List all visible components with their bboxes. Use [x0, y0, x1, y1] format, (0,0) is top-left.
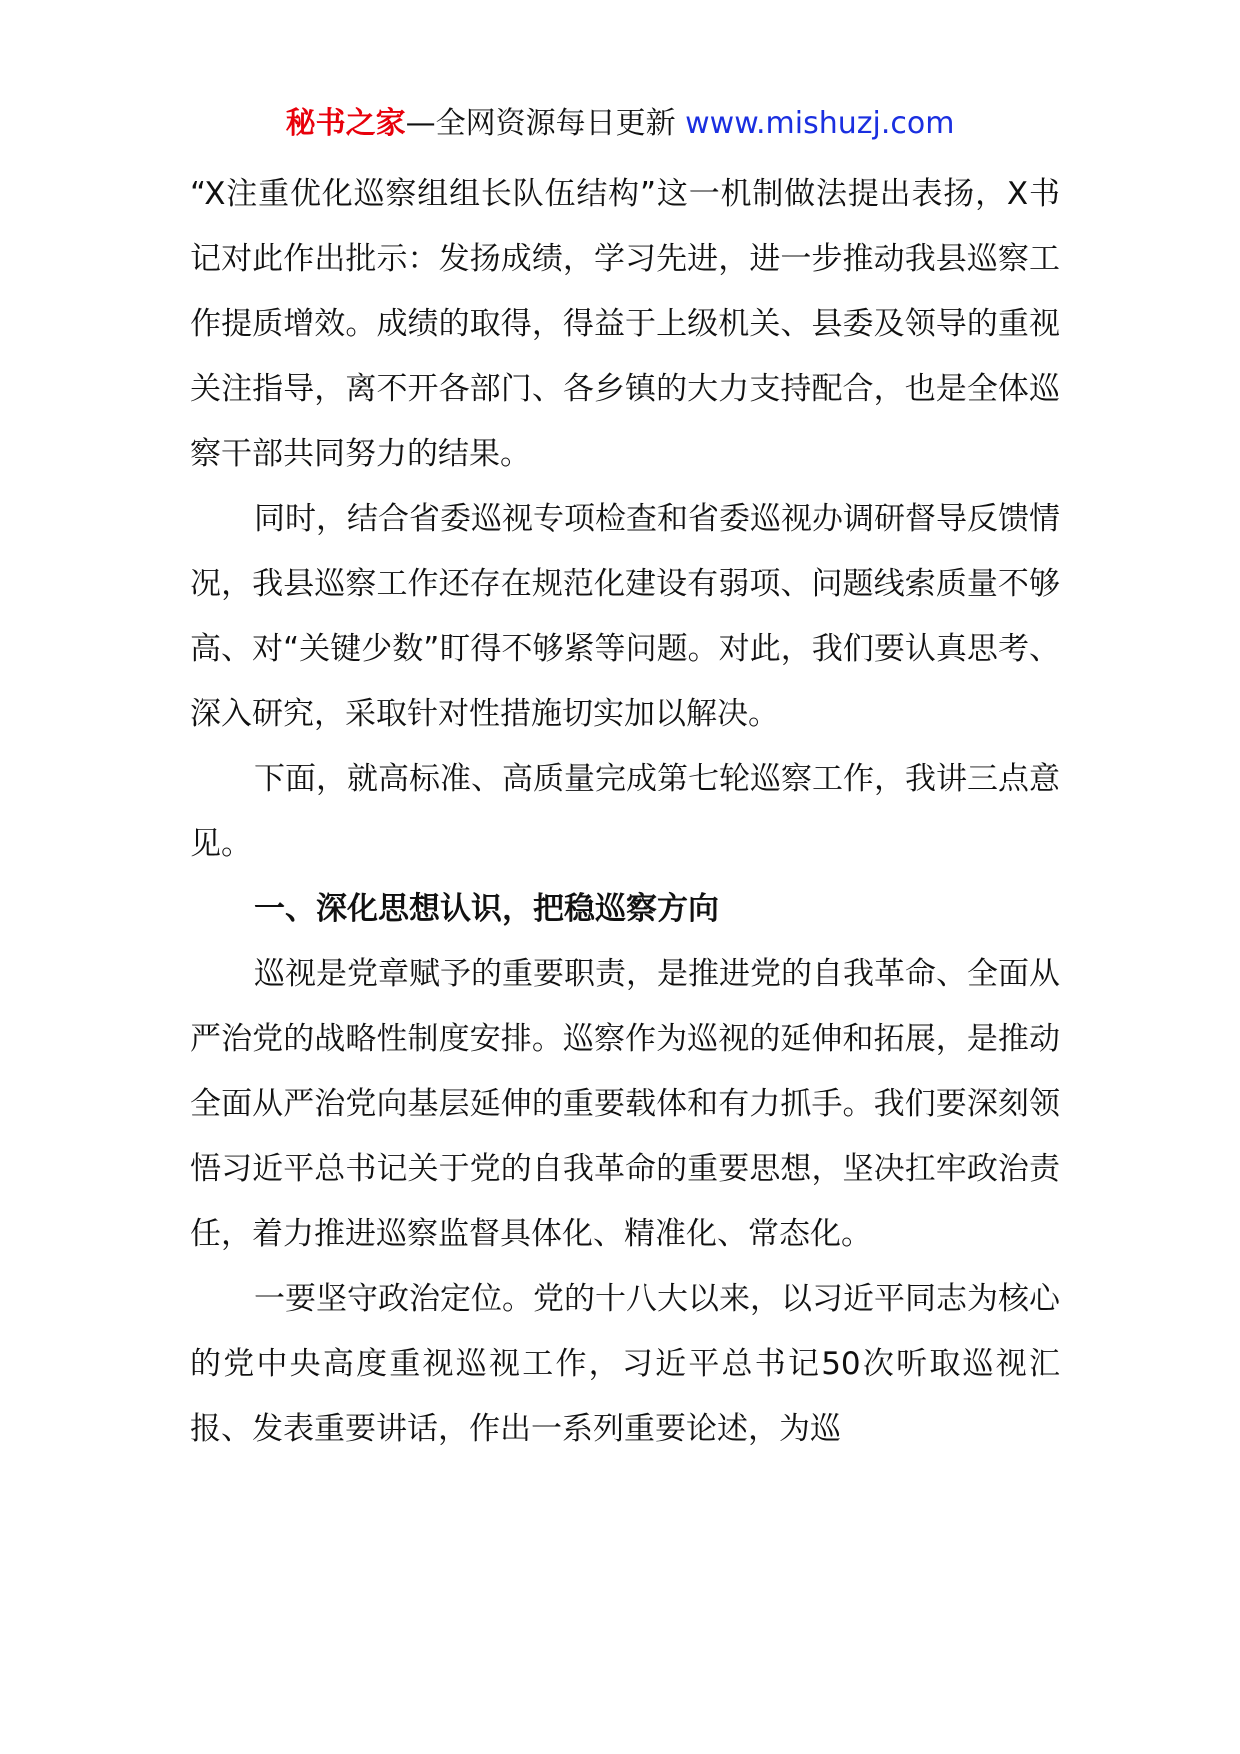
- paragraph: 下面，就高标准、高质量完成第七轮巡察工作，我讲三点意见。: [190, 761, 1060, 862]
- paragraph-continuation: “X注重优化巡察组组长队伍结构”这一机制做法提出表扬，X书记对此作出批示：发扬成绩，学习先进，进一步推动我县巡察工作提质增效。成绩的取得，得益于上级机关、县委及领导的重视关注指导，离不开各部门、各乡镇的大力支持配合，也是全体巡察干部共同努力的结果。: [190, 176, 1060, 472]
- document-body: [190, 162, 1060, 1462]
- brand-name: 秘书之家: [285, 106, 406, 141]
- paragraph: 一要坚守政治定位。党的十八大以来，以习近平同志为核心的党中央高度重视巡视工作，习近平总书记50次听取巡视汇报、发表重要讲话，作出一系列重要论述，为巡: [190, 1281, 1060, 1447]
- paragraph: 同时，结合省委巡视专项检查和省委巡视办调研督导反馈情况，我县巡察工作还存在规范化建设有弱项、问题线索质量不够高、对“关键少数”盯得不够紧等问题。对此，我们要认真思考、深入研究，采取针对性措施切实加以解决。: [190, 501, 1060, 732]
- site-url-link[interactable]: www.mishuzj.com: [685, 106, 955, 141]
- header-tagline: —全网资源每日更新: [405, 106, 686, 141]
- section-heading: 一、深化思想认识，把稳巡察方向: [254, 891, 719, 927]
- page-header: [0, 102, 1240, 146]
- paragraph: 巡视是党章赋予的重要职责，是推进党的自我革命、全面从严治党的战略性制度安排。巡察作为巡视的延伸和拓展，是推动全面从严治党向基层延伸的重要载体和有力抓手。我们要深刻领悟习近平总书记关于党的自我革命的重要思想，坚决扛牢政治责任，着力推进巡察监督具体化、精准化、常态化。: [190, 956, 1060, 1252]
